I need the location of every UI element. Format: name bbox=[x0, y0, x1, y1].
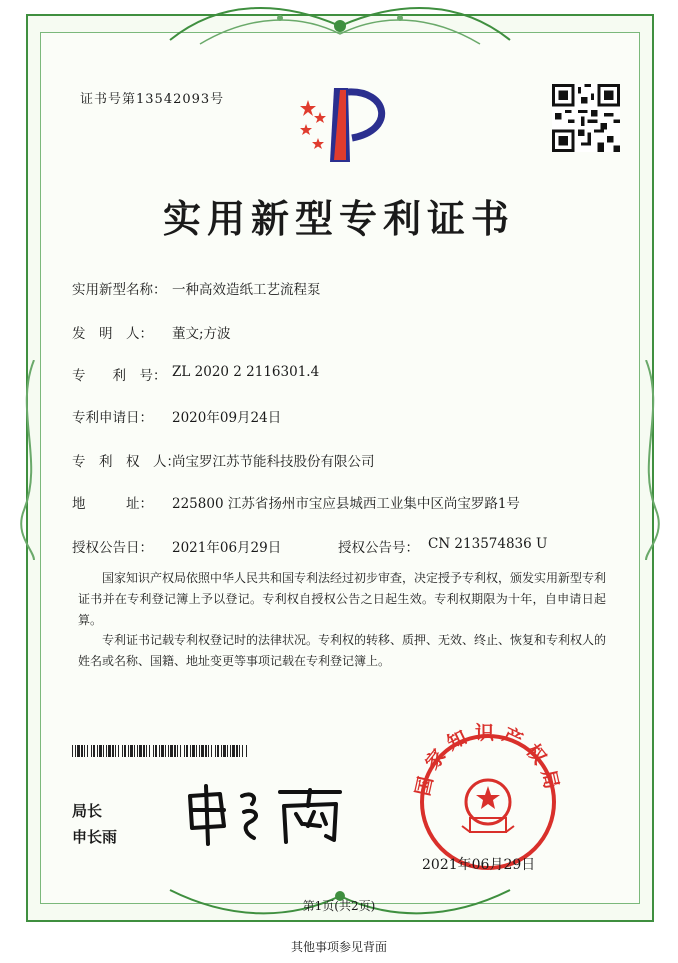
field-label-patentee: 专 利 权 人： bbox=[72, 454, 180, 470]
notice-paragraph-1: 国家知识产权局依照中华人民共和国专利法经过初步审查，决定授予专利权，颁发实用新型专利证书并在专利登记簿上予以登记。专利权自授权公告之日起生效。专利权期限为十年，自申请日起算。 bbox=[78, 571, 607, 627]
director-title: 局长 bbox=[72, 802, 103, 820]
seal-text: 国家知识产权局 bbox=[411, 722, 565, 798]
seal-date: 2021年06月29日 bbox=[422, 857, 536, 873]
right-ornament-icon bbox=[636, 360, 666, 560]
field-label-patent-number: 专 利 号： bbox=[72, 368, 167, 384]
official-seal-icon bbox=[400, 722, 576, 870]
barcode-icon bbox=[72, 745, 250, 757]
top-ornament-icon bbox=[160, 0, 520, 48]
certificate-number: 证书号第13542093号 bbox=[80, 92, 225, 107]
field-label-grant-date: 授权公告日： bbox=[72, 540, 153, 556]
field-value-grant-date: 2021年06月29日 bbox=[172, 540, 282, 556]
certificate-title: 实用新型专利证书 bbox=[162, 196, 515, 241]
field-label-filing-date: 专利申请日： bbox=[72, 410, 153, 426]
qr-code-icon bbox=[552, 84, 620, 152]
field-value-utility-name: 一种高效造纸工艺流程泵 bbox=[172, 282, 321, 298]
field-label-inventor: 发 明 人： bbox=[72, 326, 153, 342]
patent-office-logo-icon bbox=[288, 80, 398, 170]
page-number: 第1页(共2页) bbox=[302, 899, 376, 913]
footer-note: 其他事项参见背面 bbox=[290, 940, 387, 954]
field-value-filing-date: 2020年09月24日 bbox=[172, 410, 282, 426]
field-value-grant-number: CN 213574836 U bbox=[428, 536, 548, 552]
field-label-grant-number: 授权公告号： bbox=[338, 540, 419, 556]
field-value-inventor: 董文;方波 bbox=[172, 326, 231, 342]
notice-paragraph-2: 专利证书记载专利权登记时的法律状况。专利权的转移、质押、无效、终止、恢复和专利权人的姓名或名称、国籍、地址变更等事项记载在专利登记簿上。 bbox=[78, 633, 607, 668]
field-label-utility-name: 实用新型名称： bbox=[72, 282, 167, 298]
field-value-patentee: 尚宝罗江苏节能科技股份有限公司 bbox=[172, 454, 375, 470]
field-value-patent-number: ZL 2020 2 2116301.4 bbox=[172, 364, 320, 380]
left-ornament-icon bbox=[14, 360, 44, 560]
field-label-address: 地 址： bbox=[72, 496, 153, 512]
director-signature bbox=[180, 782, 350, 848]
director-name: 申长雨 bbox=[72, 828, 118, 846]
field-value-address: 225800 江苏省扬州市宝应县城西工业集中区尚宝罗路1号 bbox=[172, 496, 520, 512]
